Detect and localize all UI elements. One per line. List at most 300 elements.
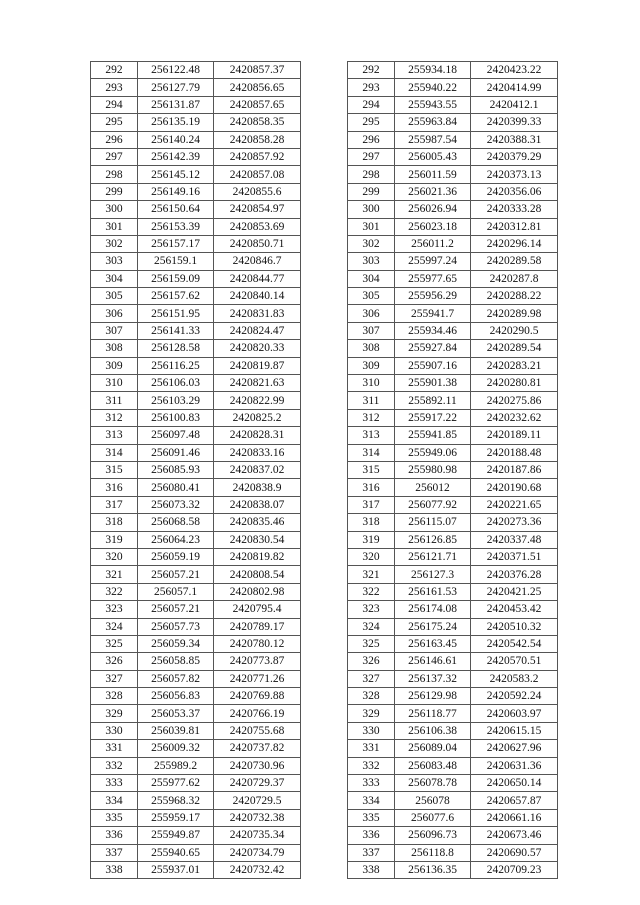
point-number-cell: 323 bbox=[91, 601, 138, 618]
y-coordinate-cell: 2420542.54 bbox=[471, 635, 558, 652]
x-coordinate-cell: 256097.48 bbox=[138, 427, 214, 444]
x-coordinate-cell: 256163.45 bbox=[395, 635, 471, 652]
point-number-cell: 299 bbox=[91, 183, 138, 200]
point-number-cell: 332 bbox=[91, 757, 138, 774]
table-row bbox=[91, 392, 301, 409]
x-coordinate-cell: 255941.7 bbox=[395, 305, 471, 322]
x-coordinate-cell: 256157.62 bbox=[138, 288, 214, 305]
x-coordinate-cell: 256012 bbox=[395, 479, 471, 496]
point-number-cell: 292 bbox=[91, 62, 138, 79]
point-number-cell: 307 bbox=[91, 322, 138, 339]
point-number-cell: 295 bbox=[91, 114, 138, 131]
x-coordinate-cell: 256057.21 bbox=[138, 566, 214, 583]
point-number-cell: 298 bbox=[91, 166, 138, 183]
x-coordinate-cell: 255968.32 bbox=[138, 792, 214, 809]
x-coordinate-cell: 256150.64 bbox=[138, 201, 214, 218]
point-number-cell: 334 bbox=[348, 792, 395, 809]
x-coordinate-cell: 256064.23 bbox=[138, 531, 214, 548]
y-coordinate-cell: 2420273.36 bbox=[471, 514, 558, 531]
table-row bbox=[91, 322, 301, 339]
point-number-cell: 306 bbox=[348, 305, 395, 322]
y-coordinate-cell: 2420289.58 bbox=[471, 253, 558, 270]
x-coordinate-cell: 256057.82 bbox=[138, 670, 214, 687]
x-coordinate-cell: 255941.85 bbox=[395, 427, 471, 444]
y-coordinate-cell: 2420661.16 bbox=[471, 809, 558, 826]
point-number-cell: 331 bbox=[91, 740, 138, 757]
table-row bbox=[91, 114, 301, 131]
table-row bbox=[348, 479, 558, 496]
x-coordinate-cell: 256129.98 bbox=[395, 688, 471, 705]
point-number-cell: 337 bbox=[348, 844, 395, 861]
table-row bbox=[348, 131, 558, 148]
point-number-cell: 300 bbox=[91, 201, 138, 218]
x-coordinate-cell: 256142.39 bbox=[138, 148, 214, 165]
point-number-cell: 297 bbox=[348, 148, 395, 165]
point-number-cell: 320 bbox=[91, 548, 138, 565]
x-coordinate-cell: 256161.53 bbox=[395, 583, 471, 600]
y-coordinate-cell: 2420289.98 bbox=[471, 305, 558, 322]
table-row bbox=[348, 548, 558, 565]
y-coordinate-cell: 2420831.83 bbox=[214, 305, 301, 322]
y-coordinate-cell: 2420833.16 bbox=[214, 444, 301, 461]
point-number-cell: 321 bbox=[91, 566, 138, 583]
y-coordinate-cell: 2420373.13 bbox=[471, 166, 558, 183]
x-coordinate-cell: 255927.84 bbox=[395, 340, 471, 357]
point-number-cell: 313 bbox=[348, 427, 395, 444]
x-coordinate-cell: 256136.35 bbox=[395, 861, 471, 878]
table-row bbox=[91, 131, 301, 148]
x-coordinate-cell: 256005.43 bbox=[395, 148, 471, 165]
point-number-cell: 319 bbox=[91, 531, 138, 548]
x-coordinate-cell: 256021.36 bbox=[395, 183, 471, 200]
table-row bbox=[348, 166, 558, 183]
point-number-cell: 292 bbox=[348, 62, 395, 79]
table-row bbox=[91, 375, 301, 392]
y-coordinate-cell: 2420190.68 bbox=[471, 479, 558, 496]
y-coordinate-cell: 2420399.33 bbox=[471, 114, 558, 131]
left-coordinate-table bbox=[90, 61, 301, 879]
y-coordinate-cell: 2420732.42 bbox=[214, 861, 301, 878]
x-coordinate-cell: 256137.32 bbox=[395, 670, 471, 687]
x-coordinate-cell: 256126.85 bbox=[395, 531, 471, 548]
y-coordinate-cell: 2420421.25 bbox=[471, 583, 558, 600]
y-coordinate-cell: 2420838.9 bbox=[214, 479, 301, 496]
point-number-cell: 313 bbox=[91, 427, 138, 444]
point-number-cell: 330 bbox=[91, 722, 138, 739]
y-coordinate-cell: 2420737.82 bbox=[214, 740, 301, 757]
table-row bbox=[348, 566, 558, 583]
point-number-cell: 307 bbox=[348, 322, 395, 339]
x-coordinate-cell: 256121.71 bbox=[395, 548, 471, 565]
point-number-cell: 314 bbox=[91, 444, 138, 461]
x-coordinate-cell: 256059.19 bbox=[138, 548, 214, 565]
table-row bbox=[91, 757, 301, 774]
y-coordinate-cell: 2420855.6 bbox=[214, 183, 301, 200]
x-coordinate-cell: 255901.38 bbox=[395, 375, 471, 392]
y-coordinate-cell: 2420188.48 bbox=[471, 444, 558, 461]
y-coordinate-cell: 2420337.48 bbox=[471, 531, 558, 548]
x-coordinate-cell: 255977.62 bbox=[138, 775, 214, 792]
y-coordinate-cell: 2420771.26 bbox=[214, 670, 301, 687]
y-coordinate-cell: 2420830.54 bbox=[214, 531, 301, 548]
y-coordinate-cell: 2420837.02 bbox=[214, 461, 301, 478]
table-row bbox=[348, 635, 558, 652]
table-row bbox=[348, 340, 558, 357]
table-row bbox=[348, 201, 558, 218]
table-row bbox=[91, 618, 301, 635]
point-number-cell: 336 bbox=[91, 827, 138, 844]
table-row bbox=[91, 79, 301, 96]
table-row bbox=[348, 183, 558, 200]
x-coordinate-cell: 256146.61 bbox=[395, 653, 471, 670]
table-row bbox=[91, 548, 301, 565]
y-coordinate-cell: 2420603.97 bbox=[471, 705, 558, 722]
x-coordinate-cell: 255940.65 bbox=[138, 844, 214, 861]
point-number-cell: 293 bbox=[348, 79, 395, 96]
y-coordinate-cell: 2420187.86 bbox=[471, 461, 558, 478]
table-row bbox=[348, 514, 558, 531]
table-row bbox=[348, 270, 558, 287]
table-row bbox=[348, 444, 558, 461]
x-coordinate-cell: 256141.33 bbox=[138, 322, 214, 339]
x-coordinate-cell: 255949.06 bbox=[395, 444, 471, 461]
x-coordinate-cell: 256056.83 bbox=[138, 688, 214, 705]
point-number-cell: 318 bbox=[348, 514, 395, 531]
table-row bbox=[91, 444, 301, 461]
table-row bbox=[348, 775, 558, 792]
x-coordinate-cell: 256068.58 bbox=[138, 514, 214, 531]
point-number-cell: 293 bbox=[91, 79, 138, 96]
point-number-cell: 312 bbox=[348, 409, 395, 426]
x-coordinate-cell: 256058.85 bbox=[138, 653, 214, 670]
table-row bbox=[91, 357, 301, 374]
table-row bbox=[91, 775, 301, 792]
y-coordinate-cell: 2420583.2 bbox=[471, 670, 558, 687]
point-number-cell: 326 bbox=[91, 653, 138, 670]
x-coordinate-cell: 256131.87 bbox=[138, 96, 214, 113]
point-number-cell: 304 bbox=[348, 270, 395, 287]
y-coordinate-cell: 2420857.08 bbox=[214, 166, 301, 183]
x-coordinate-cell: 256091.46 bbox=[138, 444, 214, 461]
table-row bbox=[348, 496, 558, 513]
table-row bbox=[91, 722, 301, 739]
point-number-cell: 328 bbox=[348, 688, 395, 705]
y-coordinate-cell: 2420819.82 bbox=[214, 548, 301, 565]
x-coordinate-cell: 256106.03 bbox=[138, 375, 214, 392]
table-row bbox=[348, 357, 558, 374]
x-coordinate-cell: 255987.54 bbox=[395, 131, 471, 148]
table-row bbox=[348, 809, 558, 826]
x-coordinate-cell: 255907.16 bbox=[395, 357, 471, 374]
table-row bbox=[91, 635, 301, 652]
point-number-cell: 303 bbox=[348, 253, 395, 270]
point-number-cell: 294 bbox=[91, 96, 138, 113]
table-row bbox=[348, 827, 558, 844]
point-number-cell: 316 bbox=[91, 479, 138, 496]
table-row bbox=[91, 583, 301, 600]
table-row bbox=[348, 218, 558, 235]
point-number-cell: 325 bbox=[91, 635, 138, 652]
table-row bbox=[91, 809, 301, 826]
table-row bbox=[348, 670, 558, 687]
table-row bbox=[91, 201, 301, 218]
x-coordinate-cell: 255943.55 bbox=[395, 96, 471, 113]
x-coordinate-cell: 255963.84 bbox=[395, 114, 471, 131]
y-coordinate-cell: 2420773.87 bbox=[214, 653, 301, 670]
y-coordinate-cell: 2420755.68 bbox=[214, 722, 301, 739]
y-coordinate-cell: 2420856.65 bbox=[214, 79, 301, 96]
point-number-cell: 318 bbox=[91, 514, 138, 531]
point-number-cell: 304 bbox=[91, 270, 138, 287]
point-number-cell: 315 bbox=[91, 461, 138, 478]
point-number-cell: 309 bbox=[348, 357, 395, 374]
point-number-cell: 334 bbox=[91, 792, 138, 809]
table-row bbox=[91, 270, 301, 287]
point-number-cell: 309 bbox=[91, 357, 138, 374]
point-number-cell: 323 bbox=[348, 601, 395, 618]
y-coordinate-cell: 2420275.86 bbox=[471, 392, 558, 409]
x-coordinate-cell: 256078.78 bbox=[395, 775, 471, 792]
table-row bbox=[91, 601, 301, 618]
x-coordinate-cell: 255956.29 bbox=[395, 288, 471, 305]
y-coordinate-cell: 2420232.62 bbox=[471, 409, 558, 426]
y-coordinate-cell: 2420838.07 bbox=[214, 496, 301, 513]
y-coordinate-cell: 2420729.5 bbox=[214, 792, 301, 809]
y-coordinate-cell: 2420857.37 bbox=[214, 62, 301, 79]
y-coordinate-cell: 2420844.77 bbox=[214, 270, 301, 287]
point-number-cell: 312 bbox=[91, 409, 138, 426]
point-number-cell: 324 bbox=[348, 618, 395, 635]
table-row bbox=[91, 218, 301, 235]
y-coordinate-cell: 2420819.87 bbox=[214, 357, 301, 374]
y-coordinate-cell: 2420802.98 bbox=[214, 583, 301, 600]
table-row bbox=[91, 288, 301, 305]
x-coordinate-cell: 256085.93 bbox=[138, 461, 214, 478]
table-row bbox=[91, 670, 301, 687]
point-number-cell: 298 bbox=[348, 166, 395, 183]
y-coordinate-cell: 2420189.11 bbox=[471, 427, 558, 444]
table-row bbox=[348, 531, 558, 548]
x-coordinate-cell: 255917.22 bbox=[395, 409, 471, 426]
y-coordinate-cell: 2420730.96 bbox=[214, 757, 301, 774]
table-row bbox=[91, 740, 301, 757]
table-row bbox=[348, 79, 558, 96]
point-number-cell: 337 bbox=[91, 844, 138, 861]
x-coordinate-cell: 256057.1 bbox=[138, 583, 214, 600]
point-number-cell: 317 bbox=[348, 496, 395, 513]
x-coordinate-cell: 256175.24 bbox=[395, 618, 471, 635]
x-coordinate-cell: 256057.73 bbox=[138, 618, 214, 635]
x-coordinate-cell: 256011.59 bbox=[395, 166, 471, 183]
x-coordinate-cell: 256059.34 bbox=[138, 635, 214, 652]
table-row bbox=[91, 827, 301, 844]
point-number-cell: 335 bbox=[348, 809, 395, 826]
point-number-cell: 322 bbox=[91, 583, 138, 600]
x-coordinate-cell: 256140.24 bbox=[138, 131, 214, 148]
point-number-cell: 297 bbox=[91, 148, 138, 165]
y-coordinate-cell: 2420780.12 bbox=[214, 635, 301, 652]
table-row bbox=[348, 288, 558, 305]
x-coordinate-cell: 256096.73 bbox=[395, 827, 471, 844]
table-row bbox=[91, 409, 301, 426]
x-coordinate-cell: 256153.39 bbox=[138, 218, 214, 235]
table-row bbox=[91, 566, 301, 583]
point-number-cell: 305 bbox=[91, 288, 138, 305]
table-row bbox=[91, 531, 301, 548]
x-coordinate-cell: 256009.32 bbox=[138, 740, 214, 757]
x-coordinate-cell: 256135.19 bbox=[138, 114, 214, 131]
y-coordinate-cell: 2420412.1 bbox=[471, 96, 558, 113]
table-row bbox=[348, 427, 558, 444]
table-row bbox=[91, 461, 301, 478]
x-coordinate-cell: 256057.21 bbox=[138, 601, 214, 618]
point-number-cell: 301 bbox=[91, 218, 138, 235]
point-number-cell: 338 bbox=[91, 861, 138, 878]
y-coordinate-cell: 2420423.22 bbox=[471, 62, 558, 79]
y-coordinate-cell: 2420820.33 bbox=[214, 340, 301, 357]
y-coordinate-cell: 2420388.31 bbox=[471, 131, 558, 148]
table-row bbox=[348, 114, 558, 131]
table-row bbox=[348, 844, 558, 861]
table-row bbox=[91, 340, 301, 357]
table-row bbox=[91, 479, 301, 496]
point-number-cell: 308 bbox=[91, 340, 138, 357]
x-coordinate-cell: 255937.01 bbox=[138, 861, 214, 878]
point-number-cell: 308 bbox=[348, 340, 395, 357]
table-row bbox=[91, 844, 301, 861]
point-number-cell: 327 bbox=[91, 670, 138, 687]
y-coordinate-cell: 2420828.31 bbox=[214, 427, 301, 444]
y-coordinate-cell: 2420808.54 bbox=[214, 566, 301, 583]
table-row bbox=[348, 705, 558, 722]
table-row bbox=[348, 722, 558, 739]
table-row bbox=[348, 305, 558, 322]
table-row bbox=[91, 861, 301, 878]
x-coordinate-cell: 256157.17 bbox=[138, 235, 214, 252]
table-row bbox=[348, 757, 558, 774]
x-coordinate-cell: 256077.6 bbox=[395, 809, 471, 826]
y-coordinate-cell: 2420356.06 bbox=[471, 183, 558, 200]
point-number-cell: 299 bbox=[348, 183, 395, 200]
table-row bbox=[348, 583, 558, 600]
point-number-cell: 301 bbox=[348, 218, 395, 235]
x-coordinate-cell: 256115.07 bbox=[395, 514, 471, 531]
y-coordinate-cell: 2420690.57 bbox=[471, 844, 558, 861]
point-number-cell: 306 bbox=[91, 305, 138, 322]
table-row bbox=[348, 253, 558, 270]
point-number-cell: 295 bbox=[348, 114, 395, 131]
point-number-cell: 303 bbox=[91, 253, 138, 270]
x-coordinate-cell: 256127.79 bbox=[138, 79, 214, 96]
x-coordinate-cell: 255959.17 bbox=[138, 809, 214, 826]
point-number-cell: 316 bbox=[348, 479, 395, 496]
y-coordinate-cell: 2420854.97 bbox=[214, 201, 301, 218]
point-number-cell: 336 bbox=[348, 827, 395, 844]
y-coordinate-cell: 2420288.22 bbox=[471, 288, 558, 305]
x-coordinate-cell: 256106.38 bbox=[395, 722, 471, 739]
y-coordinate-cell: 2420312.81 bbox=[471, 218, 558, 235]
point-number-cell: 302 bbox=[348, 235, 395, 252]
y-coordinate-cell: 2420840.14 bbox=[214, 288, 301, 305]
x-coordinate-cell: 256118.77 bbox=[395, 705, 471, 722]
x-coordinate-cell: 256116.25 bbox=[138, 357, 214, 374]
y-coordinate-cell: 2420283.21 bbox=[471, 357, 558, 374]
x-coordinate-cell: 256174.08 bbox=[395, 601, 471, 618]
point-number-cell: 296 bbox=[348, 131, 395, 148]
y-coordinate-cell: 2420657.87 bbox=[471, 792, 558, 809]
x-coordinate-cell: 256053.37 bbox=[138, 705, 214, 722]
x-coordinate-cell: 256118.8 bbox=[395, 844, 471, 861]
x-coordinate-cell: 255940.22 bbox=[395, 79, 471, 96]
y-coordinate-cell: 2420769.88 bbox=[214, 688, 301, 705]
point-number-cell: 305 bbox=[348, 288, 395, 305]
point-number-cell: 327 bbox=[348, 670, 395, 687]
point-number-cell: 326 bbox=[348, 653, 395, 670]
x-coordinate-cell: 256073.32 bbox=[138, 496, 214, 513]
table-row bbox=[348, 62, 558, 79]
y-coordinate-cell: 2420615.15 bbox=[471, 722, 558, 739]
point-number-cell: 325 bbox=[348, 635, 395, 652]
y-coordinate-cell: 2420729.37 bbox=[214, 775, 301, 792]
point-number-cell: 311 bbox=[348, 392, 395, 409]
y-coordinate-cell: 2420734.79 bbox=[214, 844, 301, 861]
point-number-cell: 322 bbox=[348, 583, 395, 600]
x-coordinate-cell: 255997.24 bbox=[395, 253, 471, 270]
y-coordinate-cell: 2420857.92 bbox=[214, 148, 301, 165]
y-coordinate-cell: 2420592.24 bbox=[471, 688, 558, 705]
y-coordinate-cell: 2420709.23 bbox=[471, 861, 558, 878]
y-coordinate-cell: 2420824.47 bbox=[214, 322, 301, 339]
y-coordinate-cell: 2420510.32 bbox=[471, 618, 558, 635]
point-number-cell: 315 bbox=[348, 461, 395, 478]
y-coordinate-cell: 2420735.34 bbox=[214, 827, 301, 844]
x-coordinate-cell: 256083.48 bbox=[395, 757, 471, 774]
point-number-cell: 324 bbox=[91, 618, 138, 635]
point-number-cell: 329 bbox=[348, 705, 395, 722]
table-row bbox=[348, 375, 558, 392]
x-coordinate-cell: 255949.87 bbox=[138, 827, 214, 844]
y-coordinate-cell: 2420789.17 bbox=[214, 618, 301, 635]
y-coordinate-cell: 2420453.42 bbox=[471, 601, 558, 618]
table-row bbox=[91, 792, 301, 809]
y-coordinate-cell: 2420673.46 bbox=[471, 827, 558, 844]
table-row bbox=[348, 740, 558, 757]
table-row bbox=[348, 688, 558, 705]
point-number-cell: 294 bbox=[348, 96, 395, 113]
y-coordinate-cell: 2420631.36 bbox=[471, 757, 558, 774]
point-number-cell: 333 bbox=[348, 775, 395, 792]
x-coordinate-cell: 256103.29 bbox=[138, 392, 214, 409]
x-coordinate-cell: 255934.46 bbox=[395, 322, 471, 339]
y-coordinate-cell: 2420290.5 bbox=[471, 322, 558, 339]
table-row bbox=[348, 601, 558, 618]
x-coordinate-cell: 256122.48 bbox=[138, 62, 214, 79]
y-coordinate-cell: 2420289.54 bbox=[471, 340, 558, 357]
point-number-cell: 321 bbox=[348, 566, 395, 583]
point-number-cell: 310 bbox=[348, 375, 395, 392]
x-coordinate-cell: 256089.04 bbox=[395, 740, 471, 757]
table-row bbox=[348, 653, 558, 670]
y-coordinate-cell: 2420850.71 bbox=[214, 235, 301, 252]
table-row bbox=[348, 322, 558, 339]
table-row bbox=[91, 427, 301, 444]
point-number-cell: 320 bbox=[348, 548, 395, 565]
point-number-cell: 331 bbox=[348, 740, 395, 757]
point-number-cell: 335 bbox=[91, 809, 138, 826]
table-row bbox=[91, 183, 301, 200]
y-coordinate-cell: 2420858.28 bbox=[214, 131, 301, 148]
x-coordinate-cell: 256159.09 bbox=[138, 270, 214, 287]
